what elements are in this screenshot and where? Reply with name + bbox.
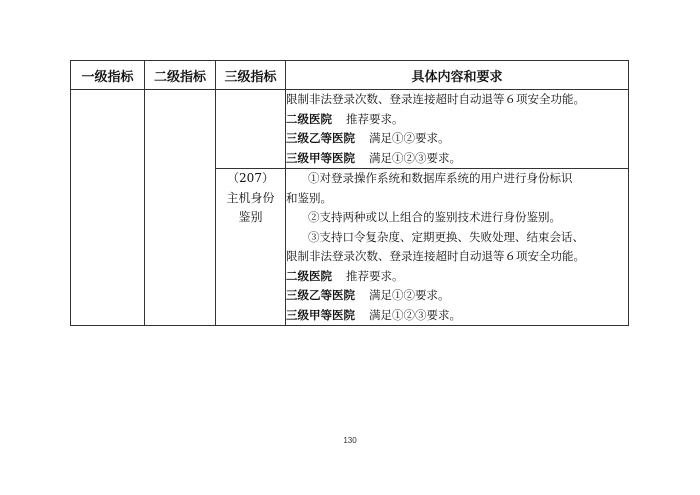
level-requirement [286, 306, 628, 326]
hospital-level: 三级甲等医院 [286, 150, 355, 165]
level-requirement [286, 149, 628, 169]
table-header-row [71, 61, 629, 90]
page-number: 130 [343, 436, 357, 445]
level2-cell [145, 90, 216, 326]
content-line: ②支持两种或以上组合的鉴别技术进行身份鉴别。 [308, 210, 561, 224]
header-level2: 二级指标 [145, 61, 216, 90]
level-requirement [286, 286, 628, 306]
header-level1: 一级指标 [71, 61, 145, 90]
header-level3: 三级指标 [216, 61, 286, 90]
requirement-text: 推荐要求。 [346, 268, 404, 283]
level3-cell-207 [216, 169, 286, 326]
level3-cell-continued [216, 90, 286, 169]
level-requirement [286, 110, 628, 130]
content-cell-continued [286, 90, 629, 169]
hospital-level: 二级医院 [286, 111, 332, 126]
requirement-text: 推荐要求。 [346, 111, 404, 126]
hospital-level: 二级医院 [286, 268, 332, 283]
indicator-table [70, 60, 629, 326]
level-requirement [286, 267, 628, 287]
requirement-text: 满足①②③要求。 [369, 150, 461, 165]
content-line: ①对登录操作系统和数据库系统的用户进行身份标识 [308, 171, 573, 185]
hospital-level: 三级乙等医院 [286, 131, 355, 145]
requirement-text: 满足①②要求。 [369, 288, 450, 302]
requirement-text: 满足①②③要求。 [369, 307, 461, 322]
content-line: 和鉴别。 [286, 190, 332, 205]
content-cell-207 [286, 169, 629, 326]
item-name-line1: 主机身份 [226, 190, 275, 205]
hospital-level: 三级甲等医院 [286, 307, 355, 322]
level-requirement [286, 129, 628, 149]
level1-cell [71, 90, 145, 326]
header-content: 具体内容和要求 [286, 61, 629, 90]
content-line: 限制非法登录次数、登录连接超时自动退等６项安全功能。 [286, 249, 585, 263]
content-line: 限制非法登录次数、登录连接超时自动退等６项安全功能。 [286, 92, 585, 106]
item-number: （207） [227, 171, 274, 185]
table-row-continued [71, 90, 629, 169]
content-line: ③支持口令复杂度、定期更换、失败处理、结束会话、 [308, 229, 584, 244]
requirement-text: 满足①②要求。 [369, 131, 450, 145]
hospital-level: 三级乙等医院 [286, 288, 355, 302]
item-name-line2: 鉴别 [238, 210, 263, 224]
